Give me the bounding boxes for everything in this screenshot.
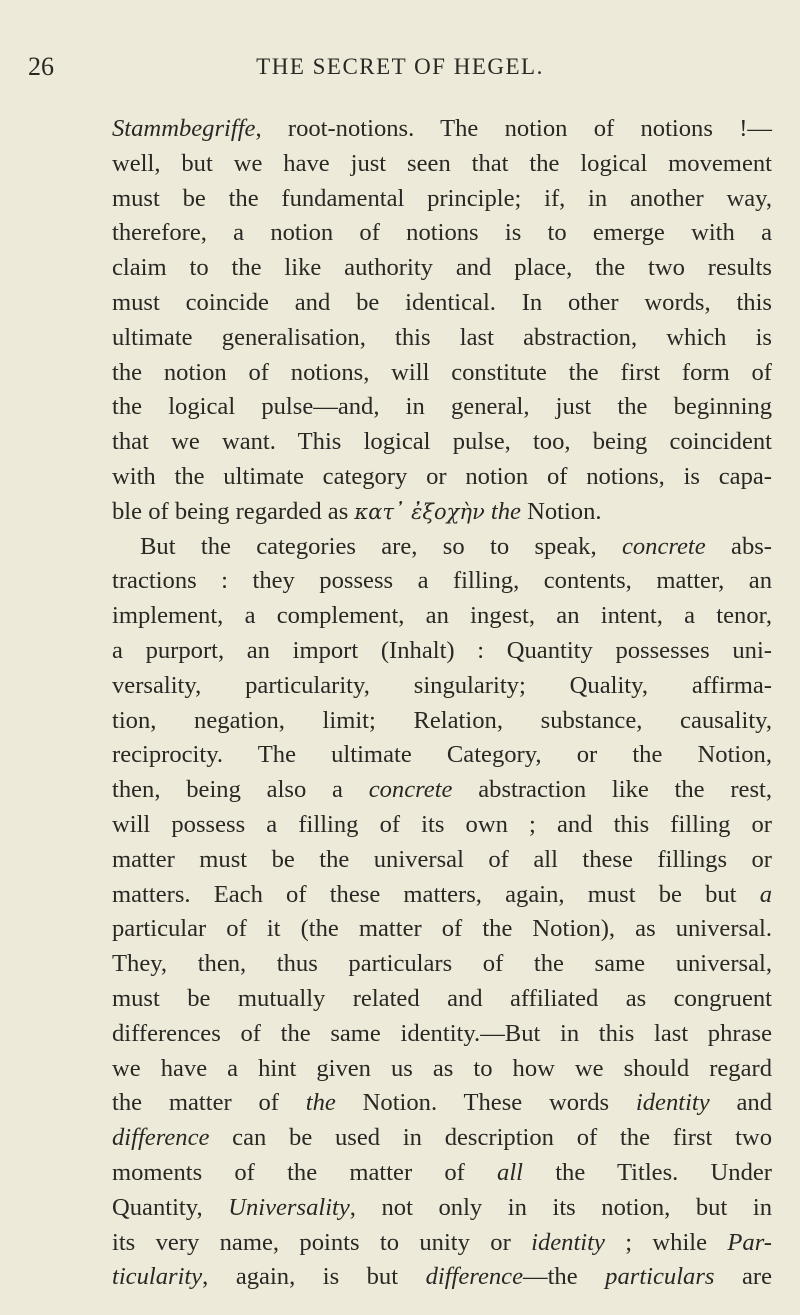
text-segment: a purport, an import (Inhalt) : Quantity possesses uni- <box>112 636 772 664</box>
italic-text: concrete <box>368 776 453 804</box>
text-segment: the logical pulse—and, in general, just the beginning <box>112 393 772 421</box>
text-line <box>112 634 772 669</box>
text-segment: well, but we have just seen that the logical movement <box>112 149 772 177</box>
italic-text: difference <box>112 1124 210 1152</box>
italic-text: concrete <box>621 532 706 560</box>
text-segment: therefore, a notion of notions is to emerge with a <box>112 219 772 247</box>
text-segment: matters. Each of these matters, again, must be but <box>112 880 760 908</box>
greek-phrase: κατ᾽ ἐξοχὴν <box>354 499 485 524</box>
text-line <box>112 495 772 530</box>
text-line <box>112 147 772 182</box>
text-segment: the Titles. Under <box>523 1158 772 1186</box>
text-segment: ; while <box>604 1228 728 1256</box>
italic-text: Universality <box>228 1193 350 1221</box>
text-line <box>112 912 772 947</box>
italic-text: identity <box>531 1228 605 1256</box>
text-segment: , not only in its notion, but in <box>349 1193 773 1221</box>
italic-text: ticularity <box>112 1263 203 1291</box>
text-line <box>112 216 772 251</box>
text-segment: They, then, thus particulars of the same universal, <box>112 950 772 978</box>
text-segment: will possess a filling of its own ; and this filling or <box>112 810 772 838</box>
text-line <box>112 425 772 460</box>
text-segment: particular of it (the matter of the Notion), as universal. <box>112 915 772 943</box>
text-segment: Notion. <box>520 497 602 525</box>
text-segment: its very name, points to unity or <box>112 1228 532 1256</box>
text-segment: with the ultimate category or notion of notions, is capa- <box>112 462 772 490</box>
text-segment: that we want. This logical pulse, too, being coincident <box>112 428 772 456</box>
text-segment: But the categories are, so to speak, <box>140 532 622 560</box>
italic-text: Par- <box>727 1228 772 1256</box>
italic-text: a <box>759 880 772 908</box>
text-line <box>112 1086 772 1121</box>
text-segment: , root-notions. The notion of notions !— <box>255 115 772 142</box>
text-segment: versality, particularity, singularity; Quality, affirma- <box>112 671 772 699</box>
text-line <box>112 356 772 391</box>
text-line <box>112 182 772 217</box>
text-line <box>112 1052 772 1087</box>
italic-text: all <box>497 1158 524 1186</box>
text-segment: moments of the matter of <box>112 1158 498 1186</box>
text-line <box>112 773 772 808</box>
text-line <box>112 251 772 286</box>
text-line <box>112 530 772 565</box>
text-line <box>112 947 772 982</box>
text-segment: matter must be the universal of all these fillings or <box>112 845 772 873</box>
italic-text: particulars <box>605 1263 715 1291</box>
text-segment: the matter of <box>112 1089 306 1117</box>
text-line <box>112 843 772 878</box>
text-line <box>112 738 772 773</box>
text-segment: abs- <box>705 532 772 560</box>
text-segment: differences of the same identity.—But in this last phrase <box>112 1019 772 1047</box>
italic-text: difference <box>425 1263 523 1291</box>
text-line <box>112 982 772 1017</box>
text-line <box>112 878 772 913</box>
text-segment: reciprocity. The ultimate Category, or the Notion, <box>112 741 772 769</box>
text-line <box>112 1191 772 1226</box>
text-segment: must coincide and be identical. In other words, this <box>112 288 772 316</box>
text-segment: —the <box>523 1263 606 1291</box>
text-segment: Notion. These words <box>335 1089 636 1117</box>
text-segment: , again, is but <box>202 1263 426 1291</box>
text-segment: abstraction like the rest, <box>452 776 772 804</box>
text-segment: ultimate generalisation, this last abstraction, which is <box>112 323 772 351</box>
text-segment: claim to the like authority and place, the two results <box>112 254 772 282</box>
text-segment: tractions : they possess a filling, contents, matter, an <box>112 567 772 595</box>
running-title: THE SECRET OF HEGEL. <box>256 54 544 79</box>
text-segment: ble of being regarded as <box>112 497 355 525</box>
text-segment: are <box>714 1263 773 1291</box>
text-line <box>112 704 772 739</box>
text-line <box>112 1156 772 1191</box>
text-segment: and <box>709 1089 773 1117</box>
italic-text: the <box>490 497 521 525</box>
text-segment: Quantity, <box>112 1193 229 1221</box>
text-line <box>112 1017 772 1052</box>
text-line <box>112 460 772 495</box>
text-segment: the notion of notions, will constitute the first form of <box>112 358 772 386</box>
text-line <box>112 564 772 599</box>
italic-text: the <box>305 1089 336 1117</box>
text-segment: tion, negation, limit; Relation, substance, causality, <box>112 706 772 734</box>
text-segment: can be used in description of the first two <box>209 1124 772 1152</box>
text-segment: we have a hint given us as to how we should regard <box>112 1054 772 1082</box>
text-segment: then, being also a <box>112 776 369 804</box>
text-line <box>112 390 772 425</box>
page-number: 26 <box>28 52 54 81</box>
text-line <box>112 112 772 147</box>
text-segment: must be the fundamental principle; if, in another way, <box>112 184 772 212</box>
text-line <box>112 599 772 634</box>
italic-text: identity <box>635 1089 710 1117</box>
text-line <box>112 808 772 843</box>
text-line <box>112 321 772 356</box>
text-line <box>112 1260 772 1295</box>
page-header <box>0 52 800 92</box>
text-line <box>112 286 772 321</box>
text-segment: must be mutually related and affiliated as congruent <box>112 984 772 1012</box>
text-segment: implement, a complement, an ingest, an intent, a tenor, <box>112 602 772 630</box>
text-line <box>112 1226 772 1261</box>
body-text <box>112 112 772 1295</box>
text-line <box>112 669 772 704</box>
text-line <box>112 1121 772 1156</box>
italic-text: Stammbegriffe <box>112 115 256 142</box>
